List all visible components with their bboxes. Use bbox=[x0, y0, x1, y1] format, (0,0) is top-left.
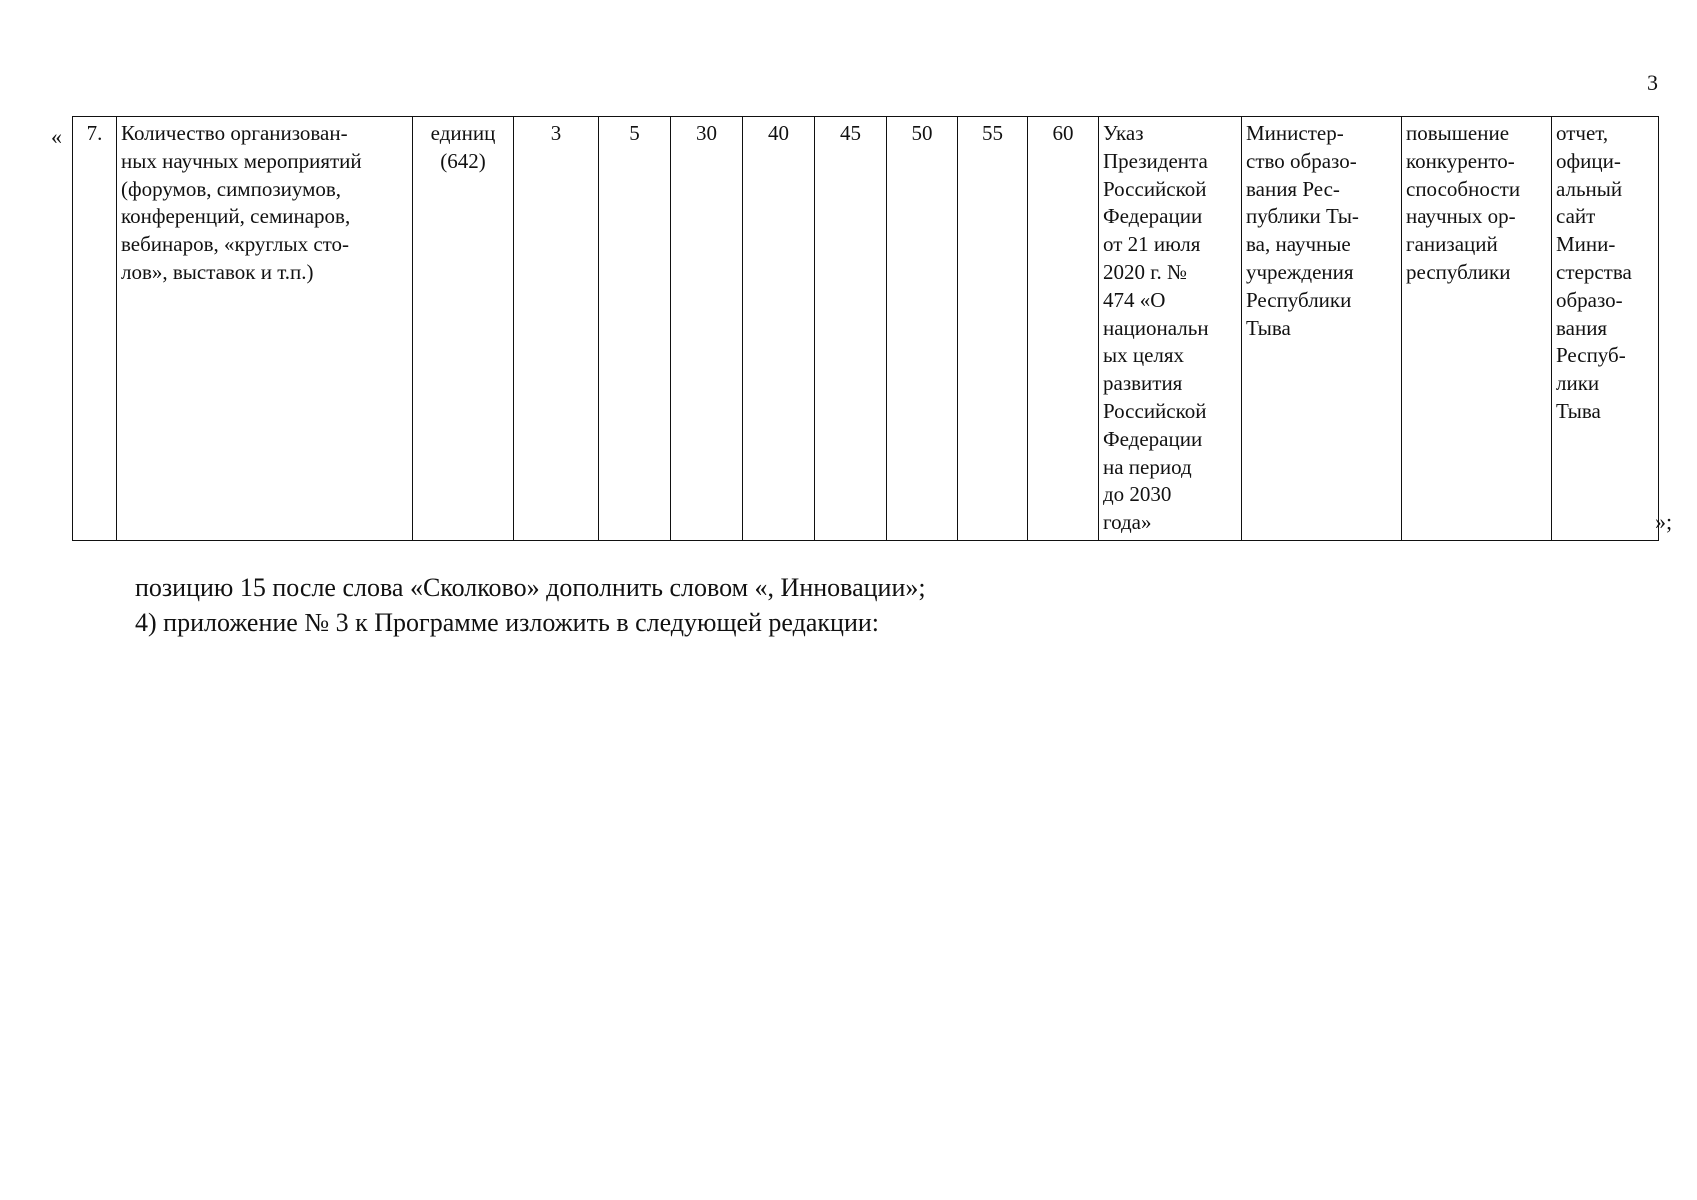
value-cell: 50 bbox=[887, 117, 958, 541]
body-text bbox=[135, 570, 926, 640]
value-cell: 30 bbox=[671, 117, 743, 541]
paragraph: позицию 15 после слова «Сколково» дополнить словом «, Инновации»; bbox=[135, 573, 926, 602]
table-open-quote: « bbox=[51, 124, 62, 149]
value-cell: 5 bbox=[599, 117, 671, 541]
unit-cell: единиц (642) bbox=[413, 117, 514, 541]
indicator-name-cell: Количество организован- ных научных мероприятий (форумов, симпозиумов, конференций, семинаров, вебинаров, «круглых сто- лов», выставок и т.п.) bbox=[117, 117, 413, 541]
basis-cell: Указ Президента Российской Федерации от 21 июля 2020 г. № 474 «О национальн ых целях развития Российской Федерации на период до 2030 года» bbox=[1099, 117, 1242, 541]
table-row bbox=[73, 117, 1659, 541]
value-cell: 3 bbox=[514, 117, 599, 541]
value-cell: 40 bbox=[743, 117, 815, 541]
value-cell: 45 bbox=[815, 117, 887, 541]
table-close-quote: »; bbox=[1655, 509, 1673, 534]
value-cell: 60 bbox=[1028, 117, 1099, 541]
responsible-cell: Министер- ство образо- вания Рес- публики Ты- ва, научные учреждения Республики Тыва bbox=[1242, 117, 1402, 541]
indicator-table bbox=[72, 116, 1659, 541]
paragraph: 4) приложение № 3 к Программе изложить в следующей редакции: bbox=[135, 608, 879, 637]
page-number: 3 bbox=[1647, 70, 1658, 95]
result-cell: повышение конкуренто- способности научных ор- ганизаций республики bbox=[1402, 117, 1552, 541]
row-number-cell: 7. bbox=[73, 117, 117, 541]
value-cell: 55 bbox=[958, 117, 1028, 541]
source-cell: отчет, офици- альный сайт Мини- стерства образо- вания Респуб- лики Тыва bbox=[1552, 117, 1659, 541]
